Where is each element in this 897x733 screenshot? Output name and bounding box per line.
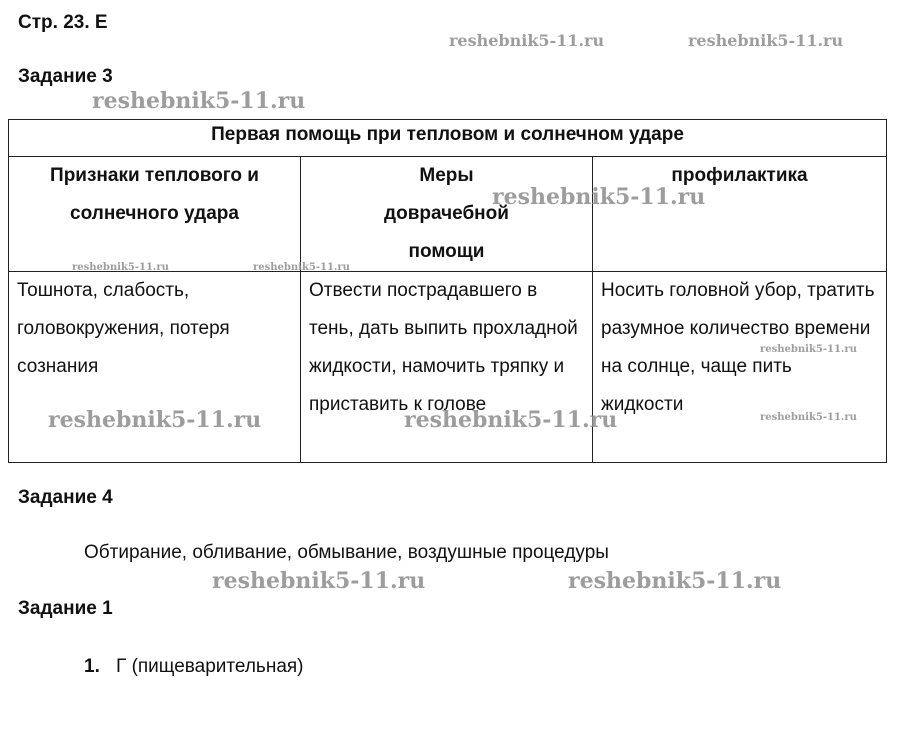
watermark: reshebnik5-11.ru [568,568,782,594]
task1-item-text: Г (пищеварительная) [116,656,304,677]
watermark: reshebnik5-11.ru [92,88,306,114]
column-header-first-aid: Меры доврачебной помощи [301,157,593,272]
page-label: Стр. 23. Е [18,12,108,33]
task1-item-number: 1. [84,656,100,677]
column-header-prevention: профилактика [593,157,887,272]
watermark: reshebnik5-11.ru [449,31,605,50]
watermark: reshebnik5-11.ru [688,31,844,50]
table-title: Первая помощь при тепловом и солнечном ударе [9,120,887,157]
watermark: reshebnik5-11.ru [760,412,857,423]
task4-answer: Обтирание, обливание, обмывание, воздушные процедуры [84,542,609,563]
watermark: reshebnik5-11.ru [212,568,426,594]
watermark: reshebnik5-11.ru [72,262,169,273]
task4-heading: Задание 4 [18,487,113,508]
cell-prevention: Носить головной убор, тратить разумное количество времени на солнце, чаще пить жидкости [593,272,887,463]
column-header-signs: Признаки теплового и солнечного удара [9,157,301,272]
watermark: reshebnik5-11.ru [404,407,618,433]
cell-signs: Тошнота, слабость, головокружения, потеря сознания [9,272,301,463]
cell-first-aid: Отвести пострадавшего в тень, дать выпить прохладной жидкости, намочить тряпку и приставить к голове [301,272,593,463]
task3-heading: Задание 3 [18,66,113,87]
watermark: reshebnik5-11.ru [253,262,350,273]
watermark: reshebnik5-11.ru [492,184,706,210]
task1-heading: Задание 1 [18,598,113,619]
watermark: reshebnik5-11.ru [760,344,857,355]
watermark: reshebnik5-11.ru [48,407,262,433]
